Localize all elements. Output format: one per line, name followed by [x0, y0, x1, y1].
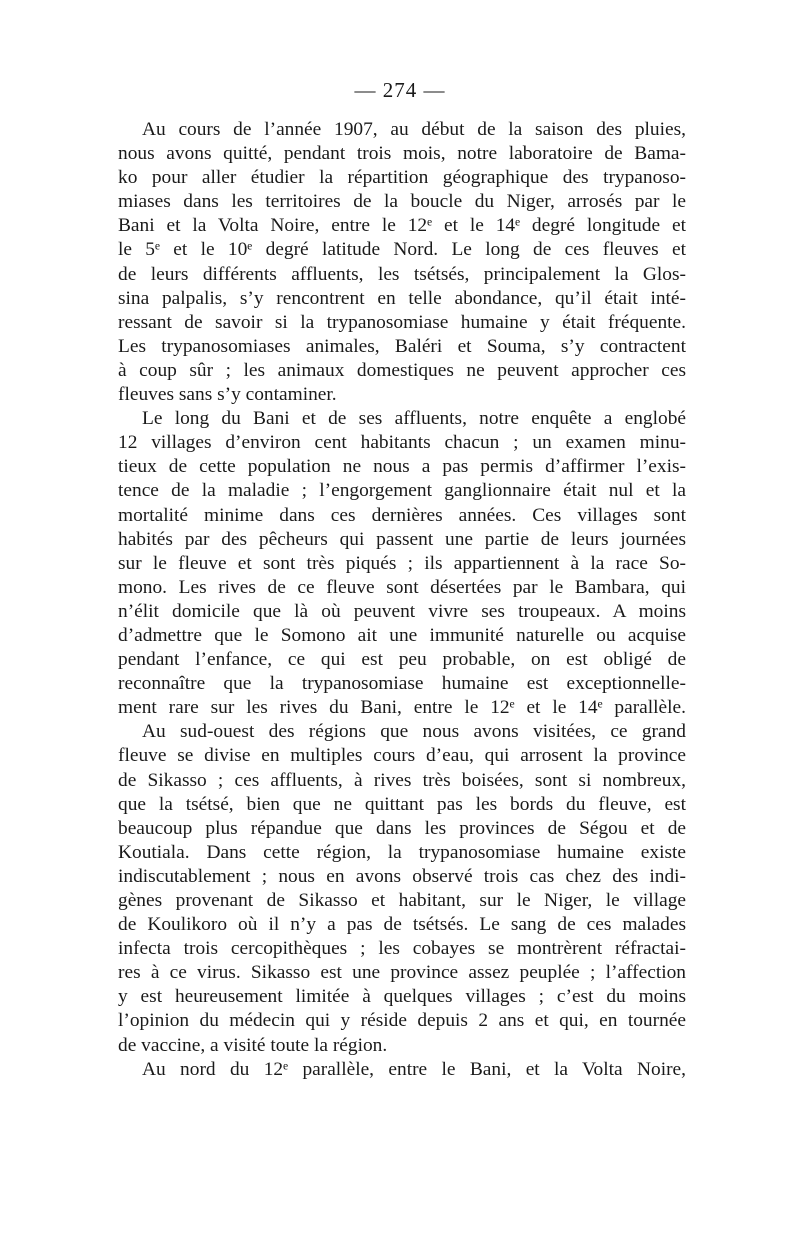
text-line: mortalité minime dans ces dernières années. Ces villages sont	[118, 504, 686, 526]
text-line: ment rare sur les rives du Bani, entre le 12ᵉ et le 14ᵉ parallèle.	[118, 697, 686, 719]
text-line: ressant de savoir si la trypanosomiase humaine y était fréquente.	[118, 311, 686, 333]
text-line: fleuve se divise en multiples cours d’eau, qui arrosent la province	[118, 745, 686, 767]
text-line: mono. Les rives de ce fleuve sont désertées par le Bambara, qui	[118, 576, 686, 598]
text-line: nous avons quitté, pendant trois mois, notre laboratoire de Bama-	[118, 143, 686, 165]
text-line: beaucoup plus répandue que dans les provinces de Ségou et de	[118, 817, 686, 839]
text-line: tence de la maladie ; l’engorgement ganglionnaire était nul et la	[118, 480, 686, 502]
text-line: habités par des pêcheurs qui passent une partie de leurs journées	[118, 528, 686, 550]
text-line: Koutiala. Dans cette région, la trypanosomiase humaine existe	[118, 841, 686, 863]
text-line: Le long du Bani et de ses affluents, notre enquête a englobé	[142, 408, 686, 430]
text-line: que la tsétsé, bien que ne quittant pas les bords du fleuve, est	[118, 793, 686, 815]
text-line: de vaccine, a visité toute la région.	[118, 1034, 388, 1056]
text-line: gènes provenant de Sikasso et habitant, sur le Niger, le village	[118, 890, 686, 911]
text-line: 12 villages d’environ cent habitants chacun ; un examen minu-	[118, 432, 686, 454]
text-line: sur le fleuve et sont très piqués ; ils appartiennent à la race So-	[118, 552, 686, 574]
text-line: ko pour aller étudier la répartition géographique des trypanoso-	[118, 167, 686, 189]
text-line: Bani et la Volta Noire, entre le 12ᵉ et le 14ᵉ degré longitude et	[118, 215, 686, 237]
text-line: de leurs différents affluents, les tsétsés, principalement la Glos-	[118, 263, 686, 285]
paragraph-2	[118, 407, 686, 720]
text-line: indiscutablement ; nous en avons observé trois cas chez des indi-	[118, 865, 686, 887]
text-line: Au nord du 12ᵉ parallèle, entre le Bani, et la Volta Noire,	[142, 1058, 686, 1080]
text-line: pendant l’enfance, ce qui est peu probable, on est obligé de	[118, 649, 686, 671]
text-line: res à ce virus. Sikasso est une province assez peuplée ; l’affection	[118, 962, 686, 984]
text-line: l’opinion du médecin qui y réside depuis 2 ans et qui, en tournée	[118, 1010, 686, 1032]
text-line: fleuves sans s’y contaminer.	[118, 384, 337, 406]
text-line: de Koulikoro où il n’y a pas de tsétsés. Le sang de ces malades	[118, 914, 686, 936]
paragraph-4	[118, 1058, 686, 1082]
text-line: Au sud-ouest des régions que nous avons visitées, ce grand	[142, 721, 686, 743]
text-line: d’admettre que le Somono ait une immunité naturelle ou acquise	[118, 624, 686, 646]
text-line: infecta trois cercopithèques ; les cobayes se montrèrent réfractai-	[118, 938, 686, 960]
text-line: sina palpalis, s’y rencontrent en telle abondance, qu’il était inté-	[118, 287, 686, 309]
text-line: Au cours de l’année 1907, au début de la saison des pluies,	[142, 119, 686, 140]
text-line: n’élit domicile que là où peuvent vivre ses troupeaux. A moins	[118, 600, 686, 622]
paragraph-1	[118, 118, 686, 407]
text-line: tieux de cette population ne nous a pas permis d’affirmer l’exis-	[118, 456, 686, 478]
page-number: — 274 —	[354, 78, 446, 102]
text-line: de Sikasso ; ces affluents, à rives très boisées, sont si nombreux,	[118, 769, 686, 791]
text-line: à coup sûr ; les animaux domestiques ne peuvent approcher ces	[118, 359, 686, 381]
paragraph-3	[118, 720, 686, 1057]
text-line: Les trypanosomiases animales, Baléri et Souma, s’y contractent	[118, 335, 686, 357]
text-line: miases dans les territoires de la boucle du Niger, arrosés par le	[118, 191, 686, 213]
body-text	[118, 118, 686, 1082]
text-line: le 5ᵉ et le 10ᵉ degré latitude Nord. Le long de ces fleuves et	[118, 239, 686, 261]
text-line: reconnaître que la trypanosomiase humaine est exceptionnelle-	[118, 673, 686, 695]
text-line: y est heureusement limitée à quelques villages ; c’est du moins	[118, 986, 686, 1008]
